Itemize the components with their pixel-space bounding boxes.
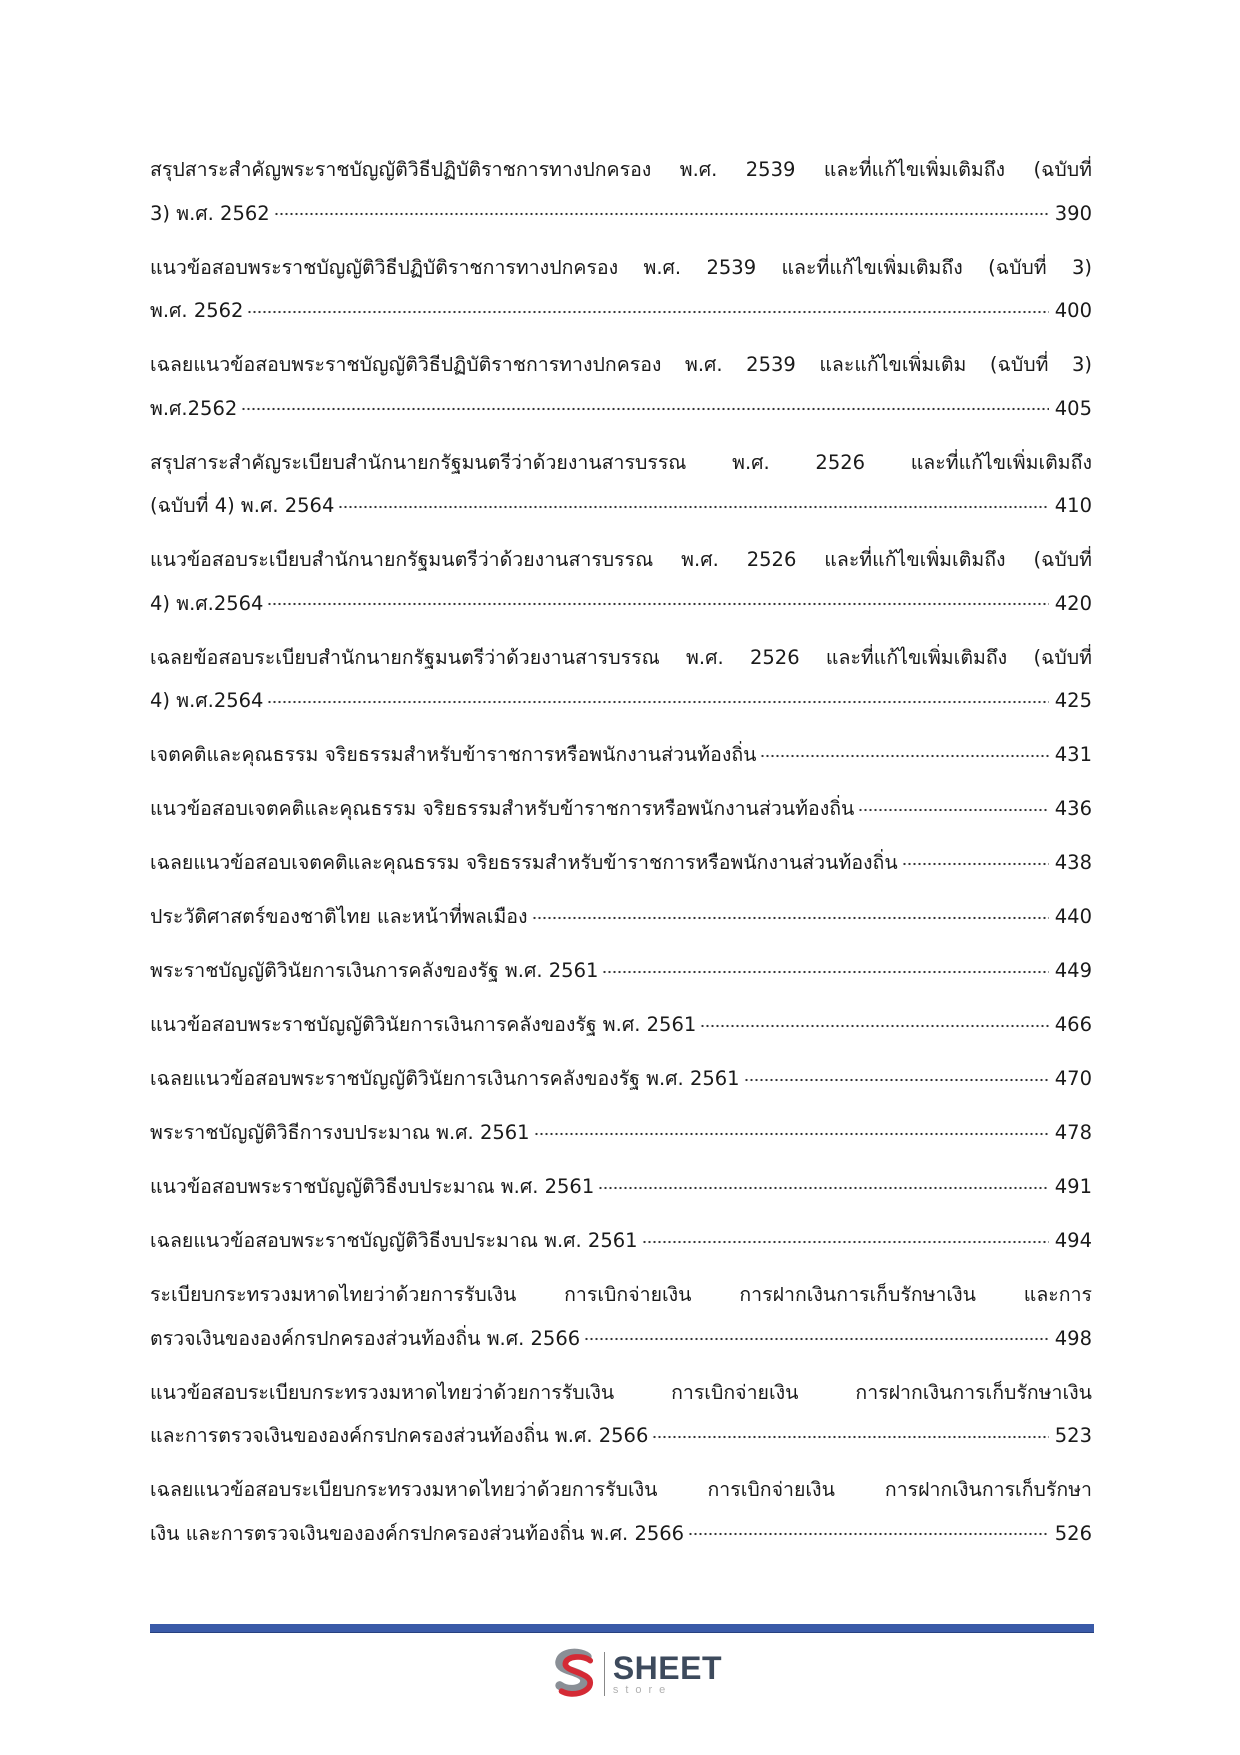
toc-page-number: 390: [1054, 201, 1092, 225]
toc-page-number: 440: [1054, 905, 1092, 928]
toc-entry-title-line: แนวข้อสอบพระราชบัญญัติวินัยการเงินการคลังของรัฐ พ.ศ. 2561: [150, 1013, 697, 1036]
toc-entry-title-line: พ.ศ. 2562: [150, 299, 244, 322]
dot-leader: [338, 493, 1048, 513]
toc-entry-title-line: (ฉบับที่ 4) พ.ศ. 2564: [150, 494, 335, 517]
toc-entry-title-line: แนวข้อสอบพระราชบัญญัติวิธีงบประมาณ พ.ศ. 2561: [150, 1175, 595, 1198]
toc-entry-last-line: [150, 1057, 1092, 1101]
dot-leader: [247, 298, 1048, 318]
toc-entry-title-line: สรุปสาระสำคัญระเบียบสำนักนายกรัฐมนตรีว่าด้วยงานสารบรรณ พ.ศ. 2526 และที่แก้ไขเพิ่มเติมถึง: [150, 450, 1092, 474]
toc-page-number: 478: [1054, 1121, 1092, 1144]
toc-page-number: 466: [1054, 1013, 1092, 1036]
toc-entry-last-line: [150, 1317, 1092, 1361]
dot-leader: [902, 850, 1049, 870]
toc-entry-title-line: สรุปสาระสำคัญพระราชบัญญัติวิธีปฏิบัติราชการทางปกครอง พ.ศ. 2539 และที่แก้ไขเพิ่มเติมถึง (ฉบับที่: [150, 158, 1092, 181]
dot-leader: [241, 395, 1049, 415]
toc-entry-last-line: [150, 841, 1092, 885]
toc-entry-title-line: แนวข้อสอบระเบียบสำนักนายกรัฐมนตรีว่าด้วยงานสารบรรณ พ.ศ. 2526 และที่แก้ไขเพิ่มเติมถึง (ฉบับที่: [150, 548, 1092, 571]
logo-subword: store: [612, 1684, 673, 1696]
dot-leader: [858, 796, 1048, 816]
toc-entry: [150, 246, 1092, 333]
toc-entry-title-line: 3) พ.ศ. 2562: [150, 201, 270, 225]
toc-entry: [150, 1111, 1092, 1155]
dot-leader: [602, 958, 1048, 978]
toc-entry: [150, 1273, 1092, 1360]
toc-entry-last-line: [150, 289, 1092, 333]
toc-entry-title-line: แนวข้อสอบระเบียบกระทรวงมหาดไทยว่าด้วยการรับเงิน การเบิกจ่ายเงิน การฝากเงินการเก็บรักษาเงิน: [150, 1380, 1092, 1404]
toc-entry-title-line: เฉลยแนวข้อสอบพระราชบัญญัติวิธีงบประมาณ พ.ศ. 2561: [150, 1229, 638, 1252]
toc-entry: [150, 343, 1092, 430]
toc-entry-title-line: พระราชบัญญัติวินัยการเงินการคลังของรัฐ พ.ศ. 2561: [150, 959, 599, 982]
toc-entry-title-line: แนวข้อสอบเจตคติและคุณธรรม จริยธรรมสำหรับข้าราชการหรือพนักงานส่วนท้องถิ่น: [150, 797, 855, 820]
toc-entry-last-line: [150, 484, 1092, 528]
toc-entry: [150, 841, 1092, 885]
toc-entry: [150, 1219, 1092, 1263]
toc-entry-last-line: [150, 1111, 1092, 1155]
toc-entry: [150, 787, 1092, 831]
toc-entry-title-line: ตรวจเงินขององค์กรปกครองส่วนท้องถิ่น พ.ศ. 2566: [150, 1326, 581, 1350]
toc-entry-last-line: [150, 1219, 1092, 1263]
logo-divider: [604, 1652, 605, 1696]
toc-entry-last-line: [150, 192, 1092, 236]
dot-leader: [584, 1325, 1049, 1345]
toc-entry-last-line: [150, 1165, 1092, 1209]
toc-entry-title-line: แนวข้อสอบพระราชบัญญัติวิธีปฏิบัติราชการทางปกครอง พ.ศ. 2539 และที่แก้ไขเพิ่มเติมถึง (ฉบับที่ 3): [150, 255, 1092, 279]
toc-entry-title-line: ระเบียบกระทรวงมหาดไทยว่าด้วยการรับเงิน การเบิกจ่ายเงิน การฝากเงินการเก็บรักษาเงิน และการ: [150, 1283, 1092, 1306]
toc-entry: [150, 148, 1092, 235]
dot-leader: [267, 590, 1048, 610]
toc-page-number: 470: [1054, 1067, 1092, 1090]
dot-leader: [688, 1520, 1049, 1540]
toc-entry-last-line: [150, 733, 1092, 777]
dot-leader: [598, 1174, 1049, 1194]
toc-entry-last-line: [150, 949, 1092, 993]
toc-entry: [150, 441, 1092, 528]
dot-leader: [267, 688, 1048, 708]
toc-entry-last-line: [150, 895, 1092, 939]
toc-entry-title-line: พระราชบัญญัติวิธีการงบประมาณ พ.ศ. 2561: [150, 1121, 530, 1144]
toc-entry-title-line: 4) พ.ศ.2564: [150, 689, 264, 712]
table-of-contents: [150, 148, 1092, 1566]
toc-page-number: 438: [1054, 851, 1092, 874]
toc-entry: [150, 733, 1092, 777]
toc-entry-title-line: เฉลยแนวข้อสอบเจตคติและคุณธรรม จริยธรรมสำหรับข้าราชการหรือพนักงานส่วนท้องถิ่น: [150, 851, 898, 874]
toc-entry: [150, 895, 1092, 939]
toc-page-number: 431: [1054, 743, 1092, 766]
dot-leader: [652, 1423, 1048, 1443]
toc-page-number: 436: [1054, 797, 1092, 820]
toc-entry: [150, 1057, 1092, 1101]
toc-entry-title-line: 4) พ.ศ.2564: [150, 591, 264, 615]
toc-entry-title-line: เฉลยแนวข้อสอบพระราชบัญญัติวินัยการเงินการคลังของรัฐ พ.ศ. 2561: [150, 1067, 740, 1090]
sheet-store-logo-icon: [552, 1648, 598, 1700]
toc-entry-last-line: [150, 1512, 1092, 1556]
dot-leader: [642, 1228, 1049, 1248]
toc-entry: [150, 538, 1092, 625]
toc-page-number: 526: [1054, 1521, 1092, 1545]
toc-page-number: 494: [1054, 1229, 1092, 1252]
dot-leader: [760, 742, 1048, 762]
toc-entry-title-line: เฉลยแนวข้อสอบพระราชบัญญัติวิธีปฏิบัติราชการทางปกครอง พ.ศ. 2539 และแก้ไขเพิ่มเติม (ฉบับที่ 3): [150, 353, 1092, 376]
dot-leader: [744, 1066, 1049, 1086]
toc-entry-last-line: [150, 1414, 1092, 1458]
dot-leader: [274, 200, 1049, 220]
toc-page-number: 523: [1054, 1424, 1092, 1447]
toc-entry-title-line: เฉลยแนวข้อสอบระเบียบกระทรวงมหาดไทยว่าด้วยการรับเงิน การเบิกจ่ายเงิน การฝากเงินการเก็บรักษา: [150, 1478, 1092, 1501]
toc-entry: [150, 1003, 1092, 1047]
dot-leader: [700, 1012, 1049, 1032]
toc-page-number: 498: [1054, 1326, 1092, 1350]
toc-entry-title-line: พ.ศ.2562: [150, 396, 238, 420]
toc-entry-last-line: [150, 582, 1092, 626]
toc-page-number: 405: [1054, 396, 1092, 420]
toc-page-number: 425: [1054, 689, 1092, 712]
toc-entry-title-line: เฉลยข้อสอบระเบียบสำนักนายกรัฐมนตรีว่าด้วยงานสารบรรณ พ.ศ. 2526 และที่แก้ไขเพิ่มเติมถึง (ฉบับที่: [150, 645, 1092, 669]
toc-entry: [150, 636, 1092, 723]
toc-entry: [150, 1165, 1092, 1209]
dot-leader: [532, 904, 1049, 924]
toc-entry: [150, 1371, 1092, 1458]
toc-entry-title-line: ประวัติศาสตร์ของชาติไทย และหน้าที่พลเมือง: [150, 905, 528, 928]
toc-entry: [150, 949, 1092, 993]
toc-entry-title-line: และการตรวจเงินขององค์กรปกครองส่วนท้องถิ่น พ.ศ. 2566: [150, 1424, 649, 1447]
toc-entry-last-line: [150, 787, 1092, 831]
toc-page-number: 420: [1054, 591, 1092, 615]
toc-entry-last-line: [150, 387, 1092, 431]
toc-page-number: 491: [1054, 1175, 1092, 1198]
sheet-store-logo: [552, 1646, 722, 1702]
logo-wordmark: [613, 1652, 722, 1696]
dot-leader: [534, 1120, 1049, 1140]
toc-entry-last-line: [150, 679, 1092, 723]
toc-entry-last-line: [150, 1003, 1092, 1047]
logo-word: SHEET: [612, 1650, 722, 1686]
toc-page-number: 449: [1054, 959, 1092, 982]
toc-page-number: 410: [1054, 494, 1092, 517]
toc-entry: [150, 1468, 1092, 1555]
toc-entry-title-line: เจตคติและคุณธรรม จริยธรรมสำหรับข้าราชการหรือพนักงานส่วนท้องถิ่น: [150, 743, 757, 766]
toc-page-number: 400: [1054, 299, 1092, 322]
footer-rule: [150, 1624, 1094, 1633]
toc-entry-title-line: เงิน และการตรวจเงินขององค์กรปกครองส่วนท้องถิ่น พ.ศ. 2566: [150, 1521, 685, 1545]
